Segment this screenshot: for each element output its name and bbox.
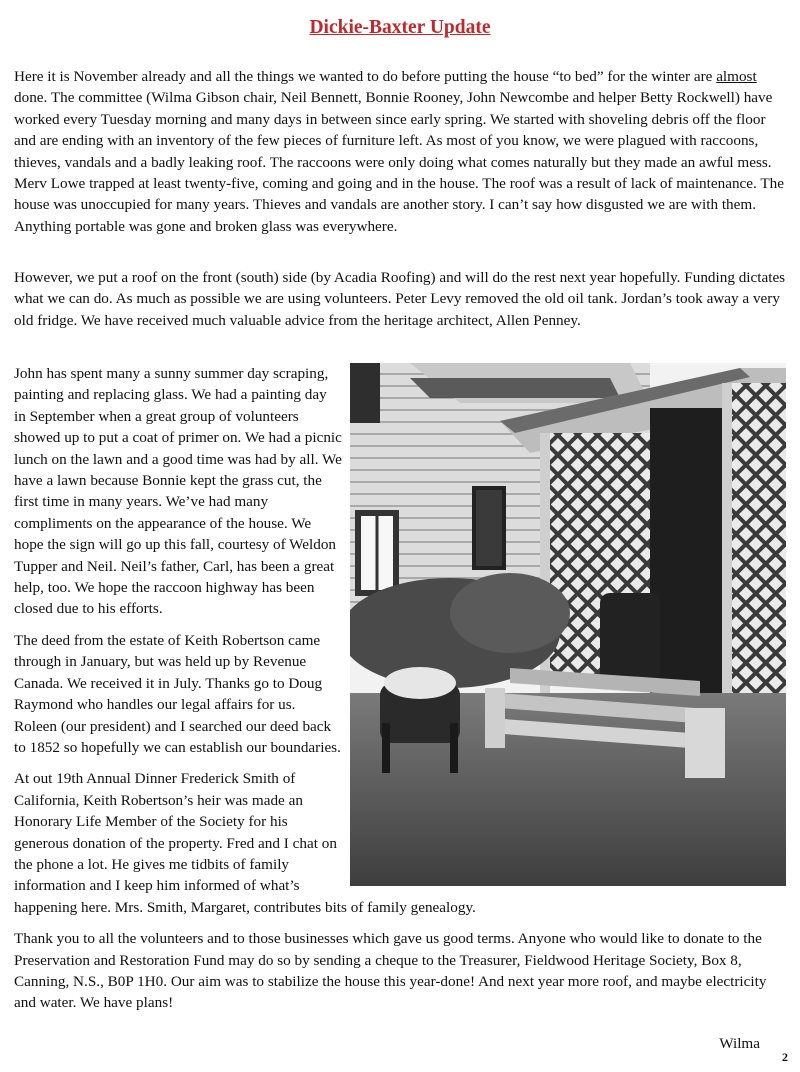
- photo-wrap-section: [14, 363, 786, 1024]
- intro-text-start: Here it is November already and all the things we wanted to do before putting the house “to bed” for the winter are: [14, 68, 717, 85]
- article-title: Dickie-Baxter Update: [309, 17, 491, 38]
- house-porch-photo: [350, 363, 786, 886]
- paragraph-deed: The deed from the estate of Keith Robertson came through in January, but was held up by Revenue Canada. We received it in July. Thanks go to Doug Raymond who handles our legal affairs for us. Roleen (our president) and I searched our deed back to 1852 so hopefully we can establish our boundaries.: [14, 631, 341, 756]
- paragraph-thanks: Thank you to all the volunteers and to those businesses which gave us good terms. Anyone who would like to donate to the Preservation and Restoration Fund may do so by sending a cheque to the Treasurer, Fieldwood Heritage Society, Box 8, Canning, N.S., B0P 1H0. Our aim was to stabilize the house this year-done! And next year more roof, and maybe electricity and water. We have plans!: [14, 930, 767, 1012]
- paragraph-annual-dinner: At out 19th Annual Dinner Frederick Smith of California, Keith Robertson’s heir was made an Honorary Life Member of the Society for his generous donation of the property. Fred and I chat on the phone a lot. He gives me tidbits of family information and I keep him informed of what’s happening here. Mrs. Smith, Margaret, contributes bits of family genealogy.: [14, 770, 476, 916]
- intro-emphasis: almost: [716, 68, 757, 85]
- paragraph-intro: [14, 66, 786, 237]
- photo-illustration: [350, 363, 786, 886]
- paragraph-roof: However, we put a roof on the front (south) side (by Acadia Roofing) and will do the rest next year hopefully. Funding dictates what we can do. As much as possible we are using volunteers. Peter Levy removed the old oil tank. Jordan’s took away a very old fridge. We have received much valuable advice from the heritage architect, Allen Penney.: [14, 269, 786, 329]
- intro-text-end: done. The committee (Wilma Gibson chair, Neil Bennett, Bonnie Rooney, John Newcombe and helper Betty Rockwell) have worked every Tuesday morning and many days in between since early spring. We started with shoveling debris off the floor and are ending with an inventory of the few pieces of furniture left. As most of you know, we were plagued with raccoons, thieves, vandals and a badly leaking roof. The raccoons were only doing what comes naturally but they made an awful mess. Merv Lowe trapped at least twenty-five, coming and going and in the house. The roof was a result of lack of maintenance. The house was unoccupied for many years. Thieves and vandals are another story. I can’t say how disgusted we are with them. Anything portable was gone and broken glass was everywhere.: [14, 89, 784, 235]
- paragraph-volunteers: John has spent many a sunny summer day scraping, painting and replacing glass. We had a painting day in September when a great group of volunteers showed up to put a coat of primer on. We had a picnic lunch on the lawn and a good time was had by all. We have a lawn because Bonnie kept the grass cut, the first time in many years. We’ve had many compliments on the appearance of the house. We hope the sign will go up this fall, courtesy of Weldon Tupper and Neil. Neil’s father, Carl, has been a great help, too. We hope the raccoon highway has been closed due to his efforts.: [14, 365, 342, 618]
- signature: Wilma: [719, 1035, 760, 1052]
- page-number: 2: [782, 1050, 788, 1064]
